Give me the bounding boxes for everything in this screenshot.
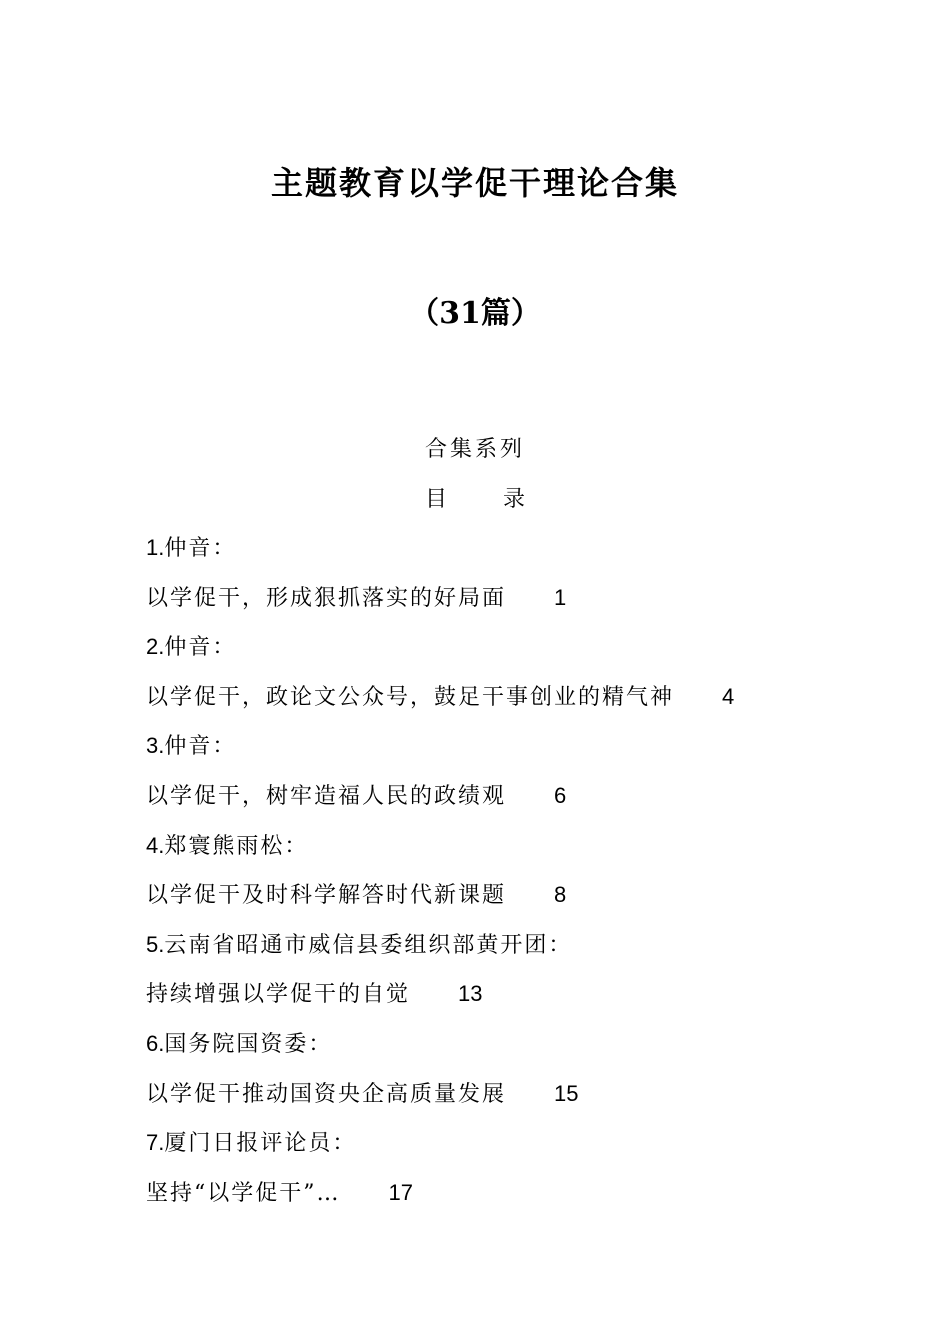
toc-entry-page: 8 xyxy=(554,882,567,908)
toc-heading xyxy=(0,482,950,513)
toc-entry-author xyxy=(146,830,926,880)
toc-entry-title: 以学促干，树牢造福人民的政绩观 xyxy=(146,783,507,809)
toc-entry-page: 15 xyxy=(554,1080,579,1106)
toc-entry-title-row[interactable] xyxy=(146,780,926,830)
toc-entry-author xyxy=(146,730,926,780)
toc-entry-author-name: 厦门日报评论员： xyxy=(164,1131,357,1157)
toc-heading-left: 目 xyxy=(424,487,447,512)
toc-entry-number: 5. xyxy=(146,931,165,957)
toc-entry-title: 以学促干推动国资央企高质量发展 xyxy=(146,1081,507,1107)
toc-entry-page: 1 xyxy=(554,584,567,610)
table-of-contents xyxy=(146,532,926,1226)
toc-entry-title-row[interactable] xyxy=(146,1177,926,1227)
toc-entry-number: 7. xyxy=(146,1130,165,1156)
toc-entry-title: 坚持“以学促干”… xyxy=(146,1180,341,1206)
toc-entry-title-row[interactable] xyxy=(146,1078,926,1128)
toc-entry-number: 2. xyxy=(146,634,165,660)
series-label: 合集系列 xyxy=(424,437,525,462)
toc-entry-author xyxy=(146,929,926,979)
toc-entry-title: 以学促干及时科学解答时代新课题 xyxy=(146,883,507,909)
document-subtitle: （31篇） xyxy=(409,296,541,331)
toc-entry-author-name: 云南省昭通市威信县委组织部黄开团： xyxy=(164,932,573,958)
toc-entry-author-name: 仲音： xyxy=(164,734,237,760)
toc-entry-title: 以学促干，形成狠抓落实的好局面 xyxy=(146,585,507,611)
toc-entry-page: 4 xyxy=(722,683,735,709)
toc-entry-author-name: 郑寰熊雨松： xyxy=(164,833,309,859)
toc-entry-number: 6. xyxy=(146,1030,165,1056)
toc-entry-title-row[interactable] xyxy=(146,582,926,632)
toc-entry-author xyxy=(146,532,926,582)
toc-entry-page: 13 xyxy=(458,981,483,1007)
toc-entry-author-name: 国务院国资委： xyxy=(164,1031,333,1057)
toc-entry-number: 4. xyxy=(146,832,165,858)
toc-entry-author xyxy=(146,631,926,681)
toc-entry-title-row[interactable] xyxy=(146,879,926,929)
toc-entry-number: 1. xyxy=(146,535,165,560)
document-title: 主题教育以学促干理论合集 xyxy=(270,164,679,202)
toc-entry-number: 3. xyxy=(146,733,165,759)
toc-entry-title: 持续增强以学促干的自觉 xyxy=(146,982,411,1008)
toc-entry-author-name: 仲音： xyxy=(164,635,237,661)
toc-entry-page: 6 xyxy=(554,782,567,808)
toc-entry-author xyxy=(146,1028,926,1078)
toc-entry-title-row[interactable] xyxy=(146,681,926,731)
toc-heading-right: 录 xyxy=(503,487,526,512)
toc-entry-author-name: 仲音： xyxy=(164,536,237,561)
toc-entry-author xyxy=(146,1127,926,1177)
toc-entry-title-row[interactable] xyxy=(146,978,926,1028)
toc-entry-title: 以学促干，政论文公众号，鼓足干事创业的精气神 xyxy=(146,684,675,710)
toc-entry-page: 17 xyxy=(388,1179,413,1205)
